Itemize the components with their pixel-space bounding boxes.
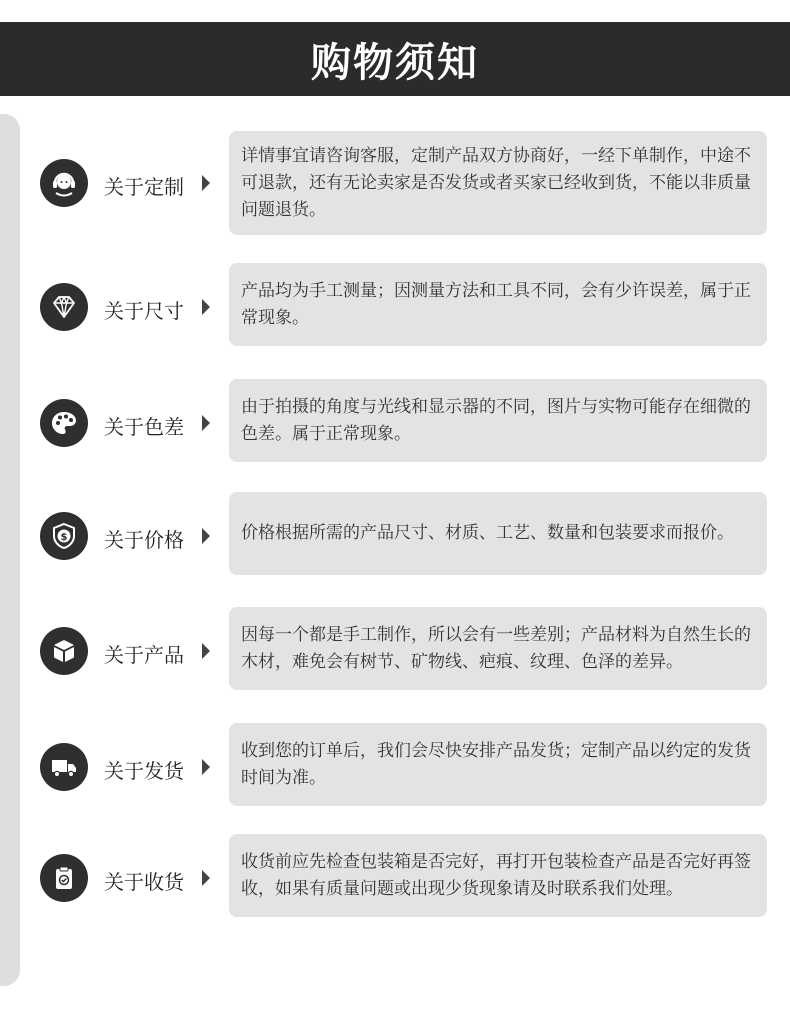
chevron-right-icon [202, 299, 210, 315]
chevron-right-icon [202, 759, 210, 775]
chevron-right-icon [202, 643, 210, 659]
chevron-right-icon [202, 870, 210, 886]
notice-description: 收货前应先检查包装箱是否完好，再打开包装检查产品是否完好再签收，如果有质量问题或出现少货现象请及时联系我们处理。 [229, 834, 767, 917]
truck-icon [40, 743, 88, 791]
chevron-right-icon [202, 175, 210, 191]
notice-label: 关于收货 [104, 870, 184, 894]
notice-row-shipping [40, 723, 767, 806]
page-title: 购物须知 [311, 39, 479, 86]
box-icon [40, 627, 88, 675]
notice-row-product [40, 607, 767, 690]
notice-label: 关于尺寸 [104, 299, 184, 323]
svg-text:$: $ [60, 532, 68, 543]
notice-row-customization [40, 131, 767, 235]
notice-label: 关于价格 [104, 528, 184, 552]
side-rail [0, 114, 20, 986]
notice-description: 详情事宜请咨询客服，定制产品双方协商好，一经下单制作，中途不可退款，还有无论卖家是否发货或者买家已经收到货，不能以非质量问题退货。 [229, 131, 767, 235]
diamond-icon [40, 283, 88, 331]
notice-row-color [40, 379, 767, 462]
notice-description: 因每一个都是手工制作，所以会有一些差别；产品材料为自然生长的木材，难免会有树节、矿物线、疤痕、纹理、色泽的差异。 [229, 607, 767, 690]
notice-row-price [40, 492, 767, 575]
notice-description: 价格根据所需的产品尺寸、材质、工艺、数量和包装要求而报价。 [229, 492, 767, 575]
notice-label: 关于发货 [104, 759, 184, 783]
notice-description: 收到您的订单后，我们会尽快安排产品发货；定制产品以约定的发货时间为准。 [229, 723, 767, 806]
header-banner [0, 22, 790, 96]
price-shield-icon [40, 512, 88, 560]
chevron-right-icon [202, 415, 210, 431]
palette-icon [40, 399, 88, 447]
customer-service-icon [40, 159, 88, 207]
clipboard-check-icon [40, 854, 88, 902]
chevron-right-icon [202, 528, 210, 544]
notice-description: 由于拍摄的角度与光线和显示器的不同，图片与实物可能存在细微的色差。属于正常现象。 [229, 379, 767, 462]
notice-row-size [40, 263, 767, 346]
notice-label: 关于定制 [104, 175, 184, 199]
notice-description: 产品均为手工测量；因测量方法和工具不同，会有少许误差，属于正常现象。 [229, 263, 767, 346]
notice-label: 关于产品 [104, 643, 184, 667]
notice-label: 关于色差 [104, 415, 184, 439]
notice-row-receiving [40, 834, 767, 917]
